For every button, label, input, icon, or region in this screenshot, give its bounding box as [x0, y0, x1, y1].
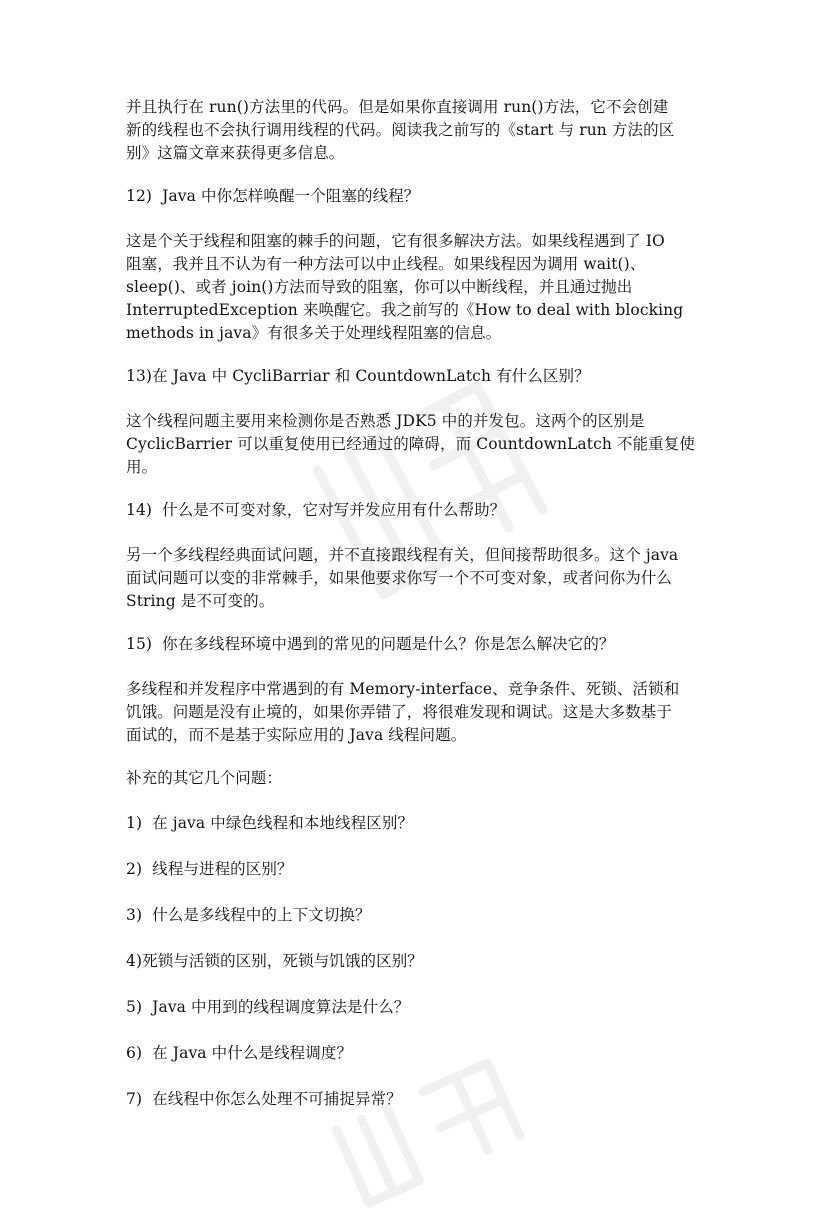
answer-13-line-3: 用。 [126, 458, 158, 476]
answer-15-line-3: 面试的，而不是基于实际应用的 Java 线程问题。 [126, 726, 467, 744]
intro-line-1: 并且执行在 run()方法里的代码。但是如果你直接调用 run()方法，它不会创建 [126, 98, 669, 116]
answer-12-line-4: InterruptedException 来唤醒它。我之前写的《How to deal with blocking [126, 301, 684, 319]
answer-13 [126, 410, 706, 479]
extra-question-4 [126, 950, 706, 973]
answer-13-line-2: CyclicBarrier 可以重复使用已经通过的障碍，而 CountdownLatch 不能重复使 [126, 435, 695, 453]
extra-question-6 [126, 1042, 706, 1065]
answer-15-line-2: 饥饿。问题是没有止境的，如果你弄错了，将很难发现和调试。这是大多数基于 [126, 703, 673, 721]
extra-question-7-text: 7) 在线程中你怎么处理不可捕捉异常？ [126, 1090, 402, 1108]
answer-14 [126, 544, 706, 613]
intro-line-3: 别》这篇文章来获得更多信息。 [126, 144, 345, 162]
answer-12 [126, 230, 706, 345]
question-12-text: 12) Java 中你怎样唤醒一个阻塞的线程？ [126, 187, 420, 205]
extra-questions-list [126, 812, 706, 1111]
answer-12-line-1: 这是个关于线程和阻塞的棘手的问题，它有很多解决方法。如果线程遇到了 IO [126, 232, 665, 250]
answer-15-line-1: 多线程和并发程序中常遇到的有 Memory-interface、竞争条件、死锁、活锁和 [126, 680, 680, 698]
extra-question-1 [126, 812, 706, 835]
answer-13-line-1: 这个线程问题主要用来检测你是否熟悉 JDK5 中的并发包。这两个的区别是 [126, 412, 645, 430]
document-content [126, 96, 706, 1134]
question-13-text: 13)在 Java 中 CycliBarriar 和 CountdownLatch 有什么区别？ [126, 367, 590, 385]
extra-question-3-text: 3) 什么是多线程中的上下文切换？ [126, 906, 371, 924]
answer-12-line-2: 阻塞，我并且不认为有一种方法可以中止线程。如果线程因为调用 wait()、 [126, 255, 646, 273]
question-13 [126, 365, 706, 388]
intro-paragraph [126, 96, 706, 165]
extra-question-3 [126, 904, 706, 927]
extra-question-2 [126, 858, 706, 881]
question-15-text: 15) 你在多线程环境中遇到的常见的问题是什么？你是怎么解决它的？ [126, 635, 615, 653]
answer-15 [126, 678, 706, 747]
supplement-heading [126, 767, 706, 790]
answer-12-line-3: sleep()、或者 join()方法而导致的阻塞，你可以中断线程，并且通过抛出 [126, 278, 633, 296]
answer-14-line-2: 面试问题可以变的非常棘手，如果他要求你写一个不可变对象，或者问你为什么 [126, 569, 673, 587]
extra-question-5 [126, 996, 706, 1019]
supplement-heading-text: 补充的其它几个问题： [126, 769, 283, 787]
extra-question-5-text: 5) Java 中用到的线程调度算法是什么？ [126, 998, 410, 1016]
answer-14-line-1: 另一个多线程经典面试问题，并不直接跟线程有关，但间接帮助很多。这个 java [126, 546, 679, 564]
extra-question-1-text: 1) 在 java 中绿色线程和本地线程区别？ [126, 814, 414, 832]
extra-question-6-text: 6) 在 Java 中什么是线程调度？ [126, 1044, 353, 1062]
question-12 [126, 185, 706, 208]
extra-question-2-text: 2) 线程与进程的区别？ [126, 860, 293, 878]
question-14-text: 14) 什么是不可变对象，它对写并发应用有什么帮助？ [126, 501, 506, 519]
intro-line-2: 新的线程也不会执行调用线程的代码。阅读我之前写的《start 与 run 方法的区 [126, 121, 675, 139]
question-15 [126, 633, 706, 656]
answer-14-line-3: String 是不可变的。 [126, 592, 275, 610]
extra-question-7 [126, 1088, 706, 1111]
extra-question-4-text: 4)死锁与活锁的区别，死锁与饥饿的区别？ [126, 952, 423, 970]
answer-12-line-5: methods in java》有很多关于处理线程阻塞的信息。 [126, 324, 502, 342]
question-14 [126, 499, 706, 522]
